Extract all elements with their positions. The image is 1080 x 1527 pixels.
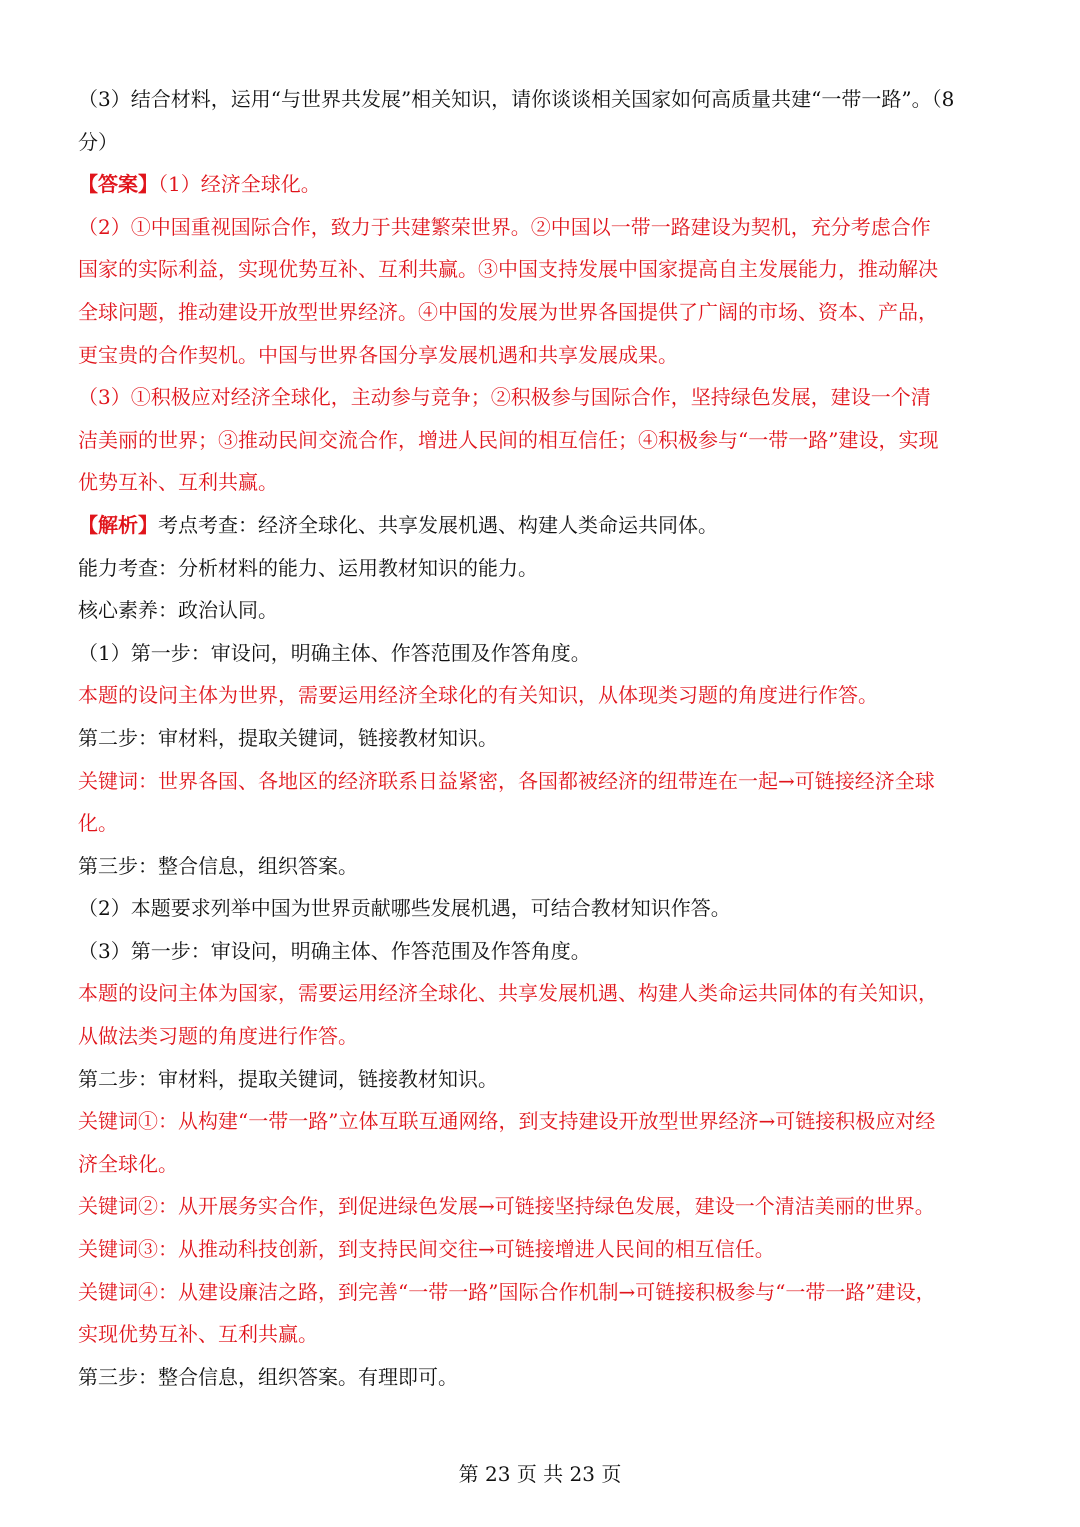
analysis-line: 关键词①：从构建“一带一路”立体互联互通网络，到支持建设开放型世界经济→可链接积极应对经 <box>78 1109 936 1134</box>
answer-heading <box>78 163 1006 206</box>
answer-line: 洁美丽的世界；③推动民间交流合作，增进人民间的相互信任；④积极参与“一带一路”建设，实现 <box>78 427 939 452</box>
analysis-heading <box>78 504 1006 547</box>
answer-line: 全球问题，推动建设开放型世界经济。④中国的发展为世界各国提供了广阔的市场、资本、产品， <box>78 299 938 324</box>
analysis-tag: 【解析】 <box>78 512 158 537</box>
analysis-line: 从做法类习题的角度进行作答。 <box>78 1024 358 1049</box>
analysis-line: （3）第一步：审设问，明确主体、作答范围及作答角度。 <box>78 938 591 963</box>
analysis-line: （1）第一步：审设问，明确主体、作答范围及作答角度。 <box>78 640 591 665</box>
analysis-line: 本题的设问主体为国家，需要运用经济全球化、共享发展机遇、构建人类命运共同体的有关知识， <box>78 981 938 1006</box>
question-line: （3）结合材料，运用“与世界共发展”相关知识，请你谈谈相关国家如何高质量共建“一带一路”。（8 <box>78 87 955 111</box>
document-page <box>78 78 1006 1398</box>
answer-tag: 【答案】 <box>78 172 158 197</box>
answer-line: （3）①积极应对经济全球化，主动参与竞争；②积极参与国际合作，坚持绿色发展，建设一个清 <box>78 385 931 410</box>
analysis-line: 本题的设问主体为世界，需要运用经济全球化的有关知识，从体现类习题的角度进行作答。 <box>78 683 878 708</box>
analysis-line: 第二步：审材料，提取关键词，链接教材知识。 <box>78 1066 498 1091</box>
page-footer: 第 23 页 共 23 页 <box>458 1462 622 1486</box>
analysis-line: 能力考查：分析材料的能力、运用教材知识的能力。 <box>78 555 538 580</box>
analysis-line: 第三步：整合信息，组织答案。有理即可。 <box>78 1364 458 1389</box>
analysis-first-line: 考点考查：经济全球化、共享发展机遇、构建人类命运共同体。 <box>158 512 718 537</box>
analysis-line: 关键词④：从建设廉洁之路，到完善“一带一路”国际合作机制→可链接积极参与“一带一路”建设， <box>78 1279 936 1304</box>
analysis-line: 第三步：整合信息，组织答案。 <box>78 853 358 878</box>
answer-line: （2）①中国重视国际合作，致力于共建繁荣世界。②中国以一带一路建设为契机，充分考虑合作 <box>78 214 931 239</box>
analysis-line: 第二步：审材料，提取关键词，链接教材知识。 <box>78 725 498 750</box>
question-line: 分） <box>78 129 118 154</box>
answer-line: 国家的实际利益，实现优势互补、互利共赢。③中国支持发展中国家提高自主发展能力，推动解决 <box>78 257 938 282</box>
analysis-line: 关键词②：从开展务实合作，到促进绿色发展→可链接坚持绿色发展，建设一个清洁美丽的世界。 <box>78 1194 935 1219</box>
answer-line: 更宝贵的合作契机。中国与世界各国分享发展机遇和共享发展成果。 <box>78 342 678 367</box>
analysis-line: 核心素养：政治认同。 <box>78 598 278 623</box>
answer-part1: （1）经济全球化。 <box>158 172 321 197</box>
analysis-line: 实现优势互补、互利共赢。 <box>78 1322 318 1347</box>
analysis-line: 关键词：世界各国、各地区的经济联系日益紧密，各国都被经济的纽带连在一起→可链接经济全球 <box>78 768 935 793</box>
analysis-line: 化。 <box>78 811 118 836</box>
analysis-line: 济全球化。 <box>78 1151 178 1176</box>
answer-line: 优势互补、互利共赢。 <box>78 470 278 495</box>
analysis-line: 关键词③：从推动科技创新，到支持民间交往→可链接增进人民间的相互信任。 <box>78 1237 775 1262</box>
analysis-line: （2）本题要求列举中国为世界贡献哪些发展机遇，可结合教材知识作答。 <box>78 896 731 921</box>
